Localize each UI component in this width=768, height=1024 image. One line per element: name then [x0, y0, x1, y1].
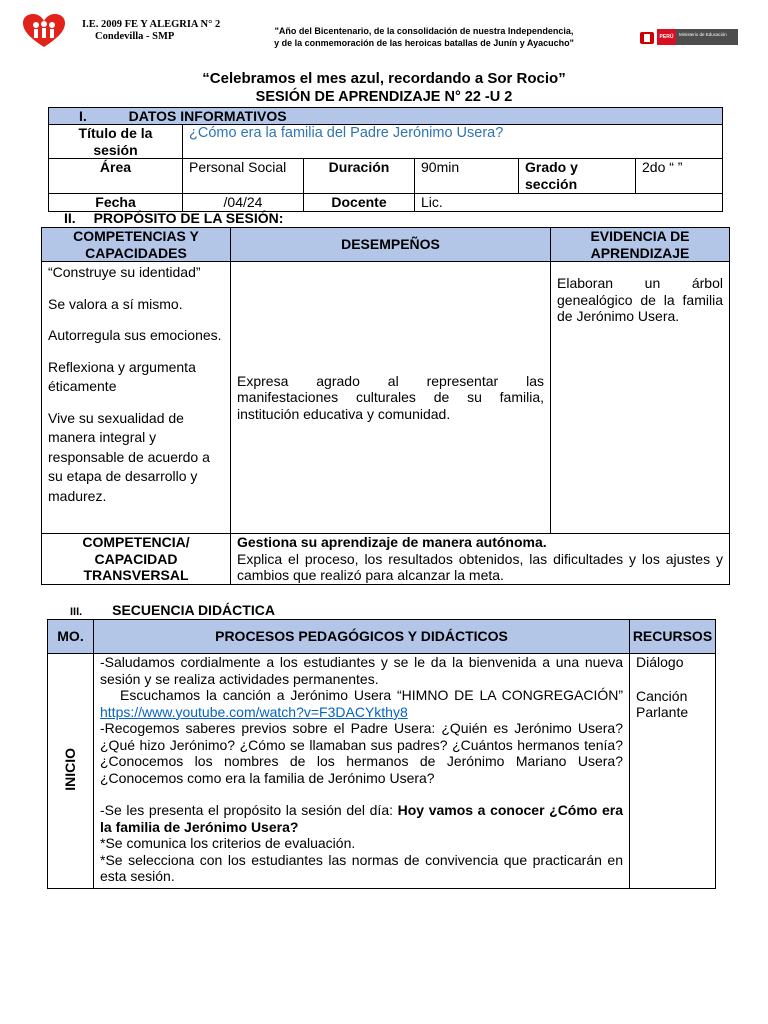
youtube-link[interactable]: https://www.youtube.com/watch?v=F3DACYkthy8 — [100, 703, 408, 720]
grado-label: Grado y sección — [519, 159, 636, 194]
area-label: Área — [49, 159, 183, 194]
session-motto: “Celebramos el mes azul, recordando a Sor Rocio” — [202, 70, 566, 87]
proposito-heading — [64, 210, 283, 226]
datos-table — [48, 107, 723, 212]
proposito-text: -Se les presenta el propósito la sesión del día: — [100, 802, 398, 818]
desempeno-cell: Expresa agrado al representar las manifestaciones culturales de su familia, institución educativa y comunidad. — [231, 262, 551, 534]
transversal-cell — [231, 534, 730, 585]
transversal-title: Gestiona su aprendizaje de manera autónoma. — [237, 534, 547, 550]
datos-header — [49, 108, 723, 125]
peru-badge: PERÚ — [657, 29, 676, 45]
competencia-item: “Construye su identidad” — [48, 264, 201, 280]
momento-cell — [48, 654, 94, 889]
year-motto — [260, 25, 588, 49]
procesos-cell — [94, 654, 630, 889]
session-title: SESIÓN DE APRENDIZAJE N° 22 -U 2 — [255, 89, 513, 105]
ministry-name: Ministerio de Educación — [676, 29, 738, 45]
datos-section-number: I. — [79, 108, 87, 124]
col-desempenos: DESEMPEÑOS — [231, 228, 551, 262]
motto-line-2: y de la conmemoración de las heroicas batallas de Junín y Ayacucho" — [274, 38, 574, 48]
school-line-2: Condevilla - SMP — [95, 31, 175, 42]
proceso-proposito — [100, 802, 623, 835]
duracion-value: 90min — [415, 159, 519, 194]
peru-shield-icon — [640, 31, 654, 43]
competencia-item: Reflexiona y argumenta éticamente — [48, 358, 196, 394]
duracion-label: Duración — [304, 159, 415, 194]
competencia-item: Vive su sexualidad de manera integral y responsable de acuerdo a su etapa de desarrollo y madurez. — [48, 409, 210, 504]
cancion-text: Escuchamos la canción a Jerónimo Usera “HIMNO DE LA CONGREGACIÓN” — [120, 687, 623, 703]
proceso-saludo: -Saludamos cordialmente a los estudiantes y se le da la bienvenida a una nueva sesión y se realiza actividades permanentes. — [100, 654, 623, 687]
competencias-cell — [42, 262, 231, 534]
recurso-dialogo: Diálogo — [636, 654, 684, 670]
proceso-criterios: *Se comunica los criterios de evaluación. — [100, 835, 356, 851]
docente-label: Docente — [304, 194, 415, 212]
school-name — [82, 19, 220, 43]
proposito-table — [41, 227, 730, 585]
proposito-section-number: II. — [64, 210, 76, 226]
competencia-item: Autorregula sus emociones. — [48, 327, 222, 343]
recurso-cancion: Canción Parlante — [636, 687, 689, 720]
titulo-label: Título de la sesión — [49, 125, 183, 159]
proceso-normas: *Se selecciona con los estudiantes las normas de convivencia que practicarán en esta sesión. — [100, 851, 623, 884]
proposito-bold: Hoy vamos a conocer ¿Cómo era la familia de Jerónimo Usera? — [100, 802, 624, 835]
area-value: Personal Social — [183, 159, 304, 194]
titulo-value: ¿Cómo era la familia del Padre Jerónimo Usera? — [183, 125, 723, 159]
school-line-1: I.E. 2009 FE Y ALEGRIA N° 2 — [82, 19, 221, 30]
competencia-item: Se valora a sí mismo. — [48, 295, 183, 312]
col-procesos: PROCESOS PEDAGÓGICOS Y DIDÁCTICOS — [94, 620, 630, 654]
col-competencias: COMPETENCIAS Y CAPACIDADES — [42, 228, 231, 262]
secuencia-table — [47, 619, 716, 889]
fecha-label: Fecha — [49, 194, 183, 212]
fecha-value: /04/24 — [183, 194, 304, 212]
docente-value: Lic. — [415, 194, 723, 212]
datos-section-label: DATOS INFORMATIVOS — [128, 108, 287, 124]
ministry-logo — [640, 29, 738, 45]
momento-label: INICIO — [62, 747, 79, 791]
col-evidencia: EVIDENCIA DE APRENDIZAJE — [551, 228, 730, 262]
recursos-cell — [630, 654, 716, 889]
secuencia-section-number: III. — [70, 606, 83, 618]
transversal-text: Explica el proceso, los resultados obtenidos, las dificultades y los ajustes y cambios que realizó para alcanzar la meta. — [237, 550, 723, 583]
col-recursos: RECURSOS — [630, 620, 716, 654]
proceso-cancion — [100, 687, 623, 720]
proposito-section-label: PROPÓSITO DE LA SESIÓN: — [93, 210, 284, 226]
col-mo: MO. — [48, 620, 94, 654]
transversal-label: COMPETENCIA/ CAPACIDAD TRANSVERSAL — [42, 534, 231, 585]
evidencia-cell: Elaboran un árbol genealógico de la familia de Jerónimo Usera. — [551, 262, 730, 534]
proceso-saberes: -Recogemos saberes previos sobre el Padre Usera: ¿Quién es Jerónimo Usera? ¿Qué hizo Jerónimo? ¿Cómo se llamaban sus padres? ¿Cuántos hermanos tenía? ¿Conocemos los nombres de los hermanos de Jerónimo Mariano Usera? ¿Conocemos como era la familia de Jerónimo Usera? — [100, 720, 623, 786]
secuencia-heading — [70, 602, 275, 620]
school-logo — [22, 14, 66, 48]
secuencia-section-label: SECUENCIA DIDÁCTICA — [112, 602, 275, 618]
motto-line-1: "Año del Bicentenario, de la consolidación de nuestra Independencia, — [274, 26, 574, 36]
grado-value: 2do “ ” — [636, 159, 723, 194]
